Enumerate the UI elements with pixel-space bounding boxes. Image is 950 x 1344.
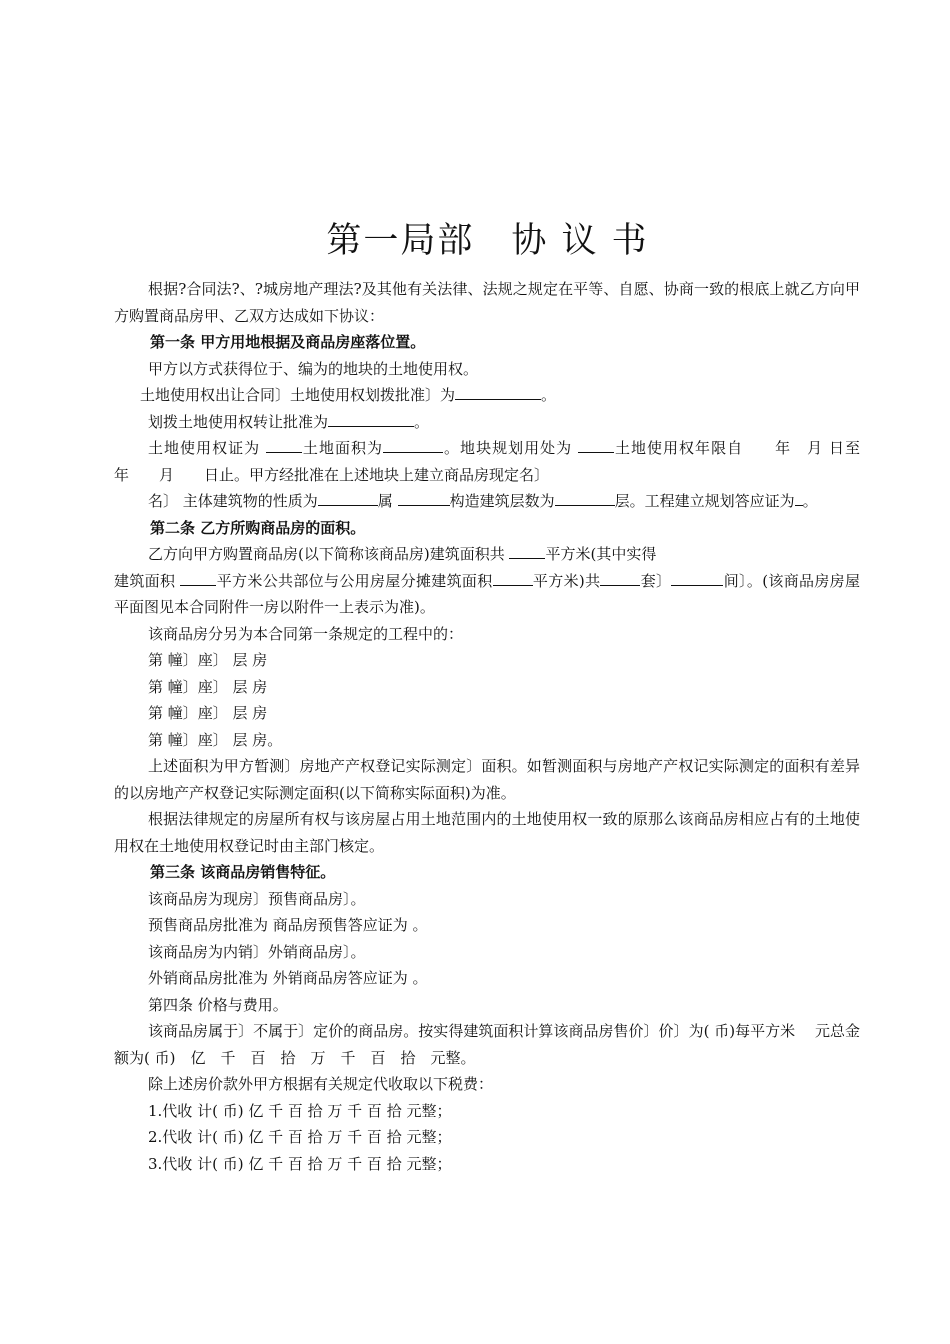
blank-field: [578, 438, 614, 453]
article-2-line-4: 上述面积为甲方暂测〕房地产产权登记实际测定〕面积。如暂测面积与房地产产权记实际测定的面积有差异的以房地产产权登记实际测定面积(以下简称实际面积)为准。: [114, 757, 860, 802]
blank-field: [318, 491, 378, 506]
article-2-line-5: 根据法律规定的房屋所有权与该房屋占用土地范围内的土地使用权一致的原那么该商品房相应占有的土地使用权在土地使用权登记时由主部门核定。: [114, 810, 860, 855]
article-2-line-1: 乙方向甲方购置商品房(以下简称该商品房)建筑面积共 平方米(其中实得: [148, 545, 657, 563]
article-1-heading: 第一条 甲方用地根据及商品房座落位置。: [150, 333, 426, 351]
fee-row: 3.代收 计( 币) 亿 千 百 拾 万 千 百 拾 元整；: [148, 1154, 452, 1173]
blank-field: [383, 438, 443, 453]
article-2-line-2: 建筑面积 平方米公共部位与公用房屋分摊建筑面积 平方米)共 套〕 间〕。(该商品房房屋平面图见本合同附件一房以附件一上表示为准)。: [114, 571, 860, 616]
article-3-line-4: 外销商品房批准为 外销商品房答应证为 。: [148, 969, 428, 987]
fee-row: 1.代收 计( 币) 亿 千 百 拾 万 千 百 拾 元整；: [148, 1101, 452, 1120]
article-3-line-1: 该商品房为现房〕预售商品房〕。: [148, 889, 366, 908]
article-3-line-2: 预售商品房批准为 商品房预售答应证为 。: [148, 916, 428, 934]
article-3-heading: 第三条 该商品房销售特征。: [150, 863, 336, 881]
article-1-line-3: 划拨土地使用权转让批准为 。: [148, 412, 430, 431]
unit-row: 第 幢〕座〕 层 房。: [148, 730, 283, 749]
unit-row: 第 幢〕座〕 层 房: [148, 651, 268, 669]
article-3-line-3: 该商品房为内销〕外销商品房〕。: [148, 942, 366, 961]
document-body: [114, 276, 890, 1177]
blank-field: [671, 571, 723, 586]
blank-field: [509, 544, 545, 559]
unit-row: 第 幢〕座〕 层 房: [148, 677, 268, 696]
unit-row: 第 幢〕座〕 层 房: [148, 704, 268, 722]
blank-field: [328, 412, 414, 427]
article-4-line-1: 该商品房属于〕不属于〕定价的商品房。按实得建筑面积计算该商品房售价〕价〕为( 币)每平方米 元总金额为( 币) 亿 千 百 拾 万 千 百 拾 元整。: [114, 1022, 860, 1067]
article-4-line-2: 除上述房价款外甲方根据有关规定代收取以下税费：: [148, 1075, 494, 1093]
blank-field: [555, 491, 615, 506]
document-title: 第一局部 协 议 书: [326, 221, 649, 262]
fee-row: 2.代收 计( 币) 亿 千 百 拾 万 千 百 拾 元整；: [148, 1128, 452, 1146]
blank-field: [600, 571, 640, 586]
intro-paragraph: 根据?合同法?、?城房地产理法?及其他有关法律、法规之规定在平等、自愿、协商一致的根底上就乙方向甲方购置商品房甲、乙双方达成如下协议：: [114, 280, 860, 325]
blank-field: [180, 571, 216, 586]
article-2-heading: 第二条 乙方所购商品房的面积。: [150, 518, 366, 537]
article-4-heading: 第四条 价格与费用。: [148, 995, 288, 1014]
blank-field: [266, 438, 302, 453]
article-1-line-2: 土地使用权出让合同〕土地使用权划拨批准〕为 。: [140, 386, 557, 404]
article-1-line-4: 土地使用权证为 土地面积为 。地块规划用处为 土地使用权年限自 年 月 日至 年 月 日止。甲方经批准在上述地块上建立商品房现定名〕: [114, 439, 890, 484]
blank-field: [398, 491, 450, 506]
blank-field: [455, 385, 541, 400]
article-2-line-3: 该商品房分另为本合同第一条规定的工程中的：: [148, 624, 464, 643]
blank-field: [493, 571, 533, 586]
article-1-line-5: 名〕 主体建筑物的性质为 属 构造建筑层数为 层。工程建立规划答应证为 。: [148, 492, 818, 510]
blank-field: [795, 491, 803, 506]
article-1-line-1: 甲方以方式获得位于、编为的地块的土地使用权。: [148, 359, 479, 378]
